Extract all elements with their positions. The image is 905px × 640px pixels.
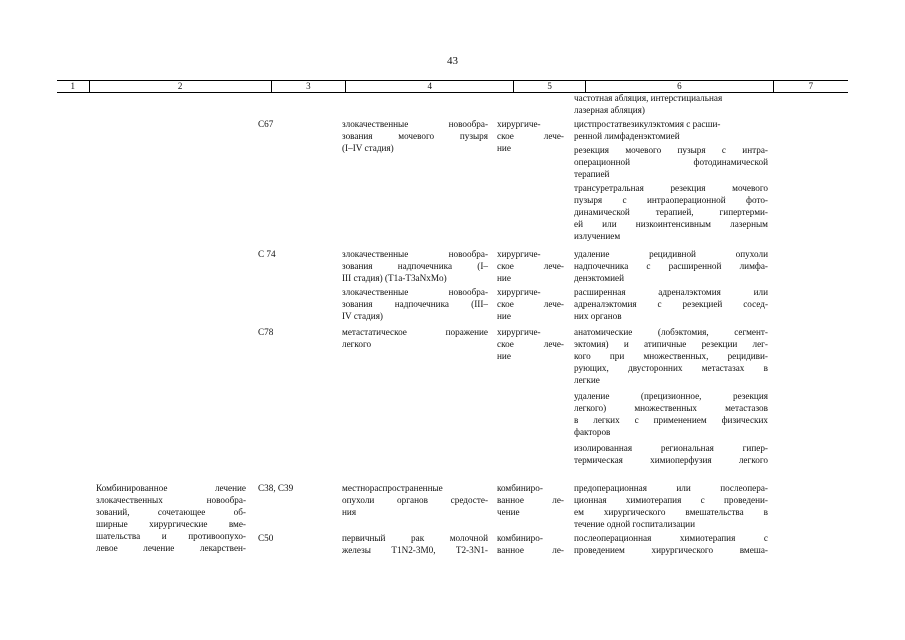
cell-line-c5: хирургиче- bbox=[497, 327, 541, 337]
cell-line-c4: ния bbox=[342, 507, 357, 517]
header-col-5: 5 bbox=[513, 81, 585, 92]
cell-line-c5: ское лече- bbox=[497, 339, 564, 349]
cell-line-c3: C38, C39 bbox=[258, 483, 294, 493]
cell-line-c4: IV стадия) bbox=[342, 311, 383, 321]
cell-line-c6: послеоперационная химиотерапия с bbox=[574, 533, 768, 543]
cell-line-c6: удаление (прецизионное, резекция bbox=[574, 391, 768, 401]
cell-line-c6: кого при множественных, рецидиви- bbox=[574, 351, 768, 361]
cell-line-c4: злокачественные новообра- bbox=[342, 119, 488, 129]
cell-line-c4: зования мочевого пузыря bbox=[342, 131, 488, 141]
cell-line-c5: комбиниро- bbox=[497, 483, 543, 493]
cell-line-c4: легкого bbox=[342, 339, 372, 349]
cell-line-c4: зования надпочечника (I– bbox=[342, 261, 488, 271]
cell-line-c6: легкие bbox=[574, 375, 600, 385]
cell-line-c5: ванное ле- bbox=[497, 495, 564, 505]
cell-line-c6: них органов bbox=[574, 311, 622, 321]
cell-line-c3: C78 bbox=[258, 327, 274, 337]
cell-line-c6: резекция мочевого пузыря с интра- bbox=[574, 145, 768, 155]
cell-line-c6: изолированная региональная гипер- bbox=[574, 443, 768, 453]
cell-line-c6: пузыря с интраоперационной фото- bbox=[574, 195, 768, 205]
cell-line-c5: хирургиче- bbox=[497, 249, 541, 259]
cell-line-c4: метастатическое поражение bbox=[342, 327, 488, 337]
cell-line-c6: удаление рецидивной опухоли bbox=[574, 249, 768, 259]
header-col-6: 6 bbox=[585, 81, 773, 92]
cell-line-c6: операционной фотодинамической bbox=[574, 157, 768, 167]
header-col-3: 3 bbox=[271, 81, 345, 92]
cell-line-c6: рующих, двусторонних метастазах в bbox=[574, 363, 768, 373]
cell-line-c6: динамической терапией, гипертерми- bbox=[574, 207, 768, 217]
cell-line-c5: ние bbox=[497, 311, 511, 321]
cell-line-c6: легкого) множественных метастазов bbox=[574, 403, 768, 413]
cell-line-c6: лазерная абляция) bbox=[574, 105, 645, 115]
cell-line-c5: ние bbox=[497, 273, 511, 283]
cell-line-c6: в легких с применением физических bbox=[574, 415, 768, 425]
cell-line-c6: ционная химиотерапия с проведени- bbox=[574, 495, 768, 505]
cell-line-c4: местнораспространенные bbox=[342, 483, 443, 493]
cell-line-c6: трансуретральная резекция мочевого bbox=[574, 183, 768, 193]
header-col-4: 4 bbox=[345, 81, 513, 92]
cell-line-c4: первичный рак молочной bbox=[342, 533, 488, 543]
cell-line-c4: злокачественные новообра- bbox=[342, 249, 488, 259]
cell-line-c6: денэктомией bbox=[574, 273, 624, 283]
cell-line-c4: зования надпочечника (III– bbox=[342, 299, 488, 309]
cell-line-c6: ей или низкоинтенсивным лазерным bbox=[574, 219, 768, 229]
cell-line-c6: анатомические (лобэктомия, сегмент- bbox=[574, 327, 768, 337]
cell-line-c5: ванное ле- bbox=[497, 545, 564, 555]
cell-line-c5: ское лече- bbox=[497, 299, 564, 309]
cell-line-c5: комбиниро- bbox=[497, 533, 543, 543]
cell-line-c6: ренной лимфаденэктомией bbox=[574, 131, 680, 141]
cell-line-c1: левое лечение лекарствен- bbox=[96, 543, 246, 553]
page-number: 43 bbox=[447, 55, 458, 67]
cell-line-c5: чение bbox=[497, 507, 520, 517]
cell-line-c4: (I–IV стадия) bbox=[342, 143, 394, 153]
cell-line-c6: термическая химиоперфузия легкого bbox=[574, 455, 768, 465]
cell-line-c6: адреналэктомия с резекцией сосед- bbox=[574, 299, 768, 309]
cell-line-c1: Комбинированное лечение bbox=[96, 483, 246, 493]
cell-line-c6: предоперационная или послеопера- bbox=[574, 483, 768, 493]
header-col-7: 7 bbox=[773, 81, 848, 92]
cell-line-c5: ское лече- bbox=[497, 131, 564, 141]
header-col-2: 2 bbox=[89, 81, 271, 92]
cell-line-c3: C 74 bbox=[258, 249, 276, 259]
cell-line-c6: терапией bbox=[574, 169, 610, 179]
cell-line-c4: злокачественные новообра- bbox=[342, 287, 488, 297]
cell-line-c3: C67 bbox=[258, 119, 274, 129]
cell-line-c4: железы T1N2-3M0, T2-3N1- bbox=[342, 545, 488, 555]
cell-line-c6: излучением bbox=[574, 231, 621, 241]
cell-line-c5: ние bbox=[497, 351, 511, 361]
cell-line-c1: шательства и противоопухо- bbox=[96, 531, 246, 541]
cell-line-c6: течение одной госпитализации bbox=[574, 519, 696, 529]
cell-line-c5: ское лече- bbox=[497, 261, 564, 271]
cell-line-c5: хирургиче- bbox=[497, 119, 541, 129]
cell-line-c5: ние bbox=[497, 143, 511, 153]
header-col-1: 1 bbox=[70, 81, 76, 91]
cell-line-c6: факторов bbox=[574, 427, 611, 437]
cell-line-c4: III стадия) (T1a-T3aNxMo) bbox=[342, 273, 447, 283]
cell-line-c6: цистпростатвезикулэктомия с расши- bbox=[574, 119, 721, 129]
cell-line-c6: надпочечника с расширенной лимфа- bbox=[574, 261, 768, 271]
cell-line-c3: C50 bbox=[258, 533, 274, 543]
cell-line-c6: проведением хирургического вмеша- bbox=[574, 545, 768, 555]
cell-line-c6: эктомия) и атипичные резекции лег- bbox=[574, 339, 768, 349]
cell-line-c4: опухоли органов средосте- bbox=[342, 495, 488, 505]
cell-line-c5: хирургиче- bbox=[497, 287, 541, 297]
cell-line-c1: ширные хирургические вме- bbox=[96, 519, 246, 529]
cell-line-c6: частотная абляция, интерстициальная bbox=[574, 93, 723, 103]
cell-line-c6: ем хирургического вмешательства в bbox=[574, 507, 768, 517]
cell-line-c1: зований, сочетающее об- bbox=[96, 507, 246, 517]
table-header-row bbox=[57, 80, 848, 93]
cell-line-c6: расширенная адреналэктомия или bbox=[574, 287, 768, 297]
cell-line-c1: злокачественных новообра- bbox=[96, 495, 246, 505]
